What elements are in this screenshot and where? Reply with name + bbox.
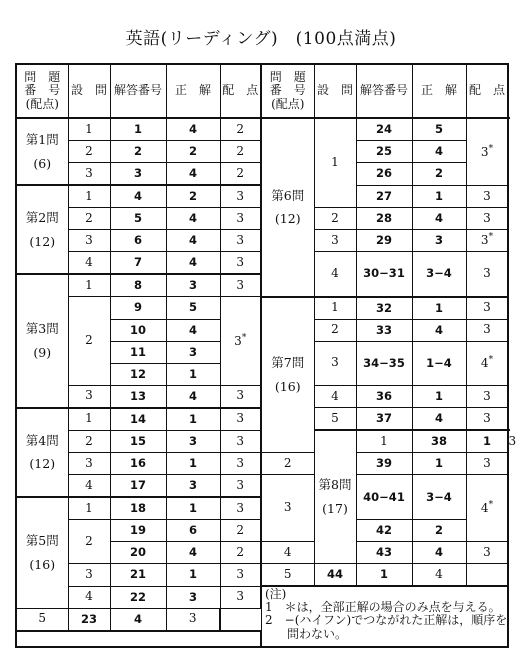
correct-cell: 1 [466,430,508,453]
header-section-r-l2: 番 号 [269,83,306,98]
question-cell: 4 [68,252,110,275]
points-cell: 3 [220,185,261,208]
correct-cell: 1 [412,453,466,475]
question-cell: 3 [68,385,110,408]
header-correct: 正 解 [166,64,220,118]
answer-no-cell: 15 [110,430,166,453]
section-cell [314,430,356,564]
correct-cell: 1 [412,185,466,208]
section-cell [261,297,314,453]
section-cell [16,408,68,498]
all-correct-mark: * [488,143,494,154]
correct-cell: 4 [166,542,220,564]
table-row [16,297,508,320]
header-section [16,64,68,118]
question-cell: 3 [68,230,110,252]
question-cell: 1 [68,118,110,141]
header-section-l2: 番 号 [24,83,61,98]
answer-no-cell: 7 [110,252,166,275]
correct-cell: 3 [166,586,220,608]
answer-no-cell: 1 [110,118,166,141]
correct-cell: 1 [166,453,220,475]
points-cell: 2 [220,118,261,141]
question-cell: 1 [68,274,110,297]
question-cell: 1 [68,185,110,208]
question-cell: 2 [314,319,356,341]
answer-no-cell: 2 [110,141,166,163]
answer-no-cell: 40−41 [356,475,412,520]
answer-no-cell: 19 [110,520,166,542]
section-alloc: (9) [33,344,52,360]
header-row [16,64,508,118]
question-cell: 5 [261,564,314,587]
answer-no-cell: 34−35 [356,341,412,385]
table-row [16,453,508,475]
points-cell: 3 [220,497,261,520]
answer-no-cell: 27 [356,185,412,208]
question-cell: 1 [68,408,110,431]
points-cell: 3 [466,208,508,230]
question-cell: 2 [68,520,110,564]
answer-no-cell: 21 [110,564,166,587]
answer-no-cell: 12 [110,363,166,385]
correct-cell: 4 [412,319,466,341]
question-cell: 2 [68,141,110,163]
correct-cell: 5 [412,118,466,141]
correct-cell: 3 [166,475,220,498]
correct-cell: 4 [166,252,220,275]
correct-cell: 1 [166,497,220,520]
correct-cell: 1 [166,564,220,587]
points-cell: 3 [220,252,261,275]
header-points: 配 点 [220,64,261,118]
correct-cell: 2 [412,163,466,186]
answer-no-cell: 43 [356,542,412,564]
correct-cell: 6 [166,520,220,542]
notes-line-1: 1 ＊は，全部正解の場合のみ点を与える。 [265,600,501,615]
correct-cell: 5 [166,297,220,320]
points-cell: 3 [166,608,220,631]
points-cell: 3 [466,453,508,475]
correct-cell: 4 [166,208,220,230]
points-cell: 3 [220,230,261,252]
correct-cell: 4 [166,319,220,341]
question-cell: 4 [68,475,110,498]
answer-no-cell: 14 [110,408,166,431]
question-cell: 3 [68,163,110,186]
blank-footer-cell [16,631,261,647]
table-row [16,118,508,141]
answer-no-cell: 18 [110,497,166,520]
section-name: 第1問 [25,131,59,147]
all-correct-mark: * [488,232,494,243]
answer-no-cell: 38 [412,430,466,453]
answer-no-cell: 22 [110,586,166,608]
correct-cell: 1 [166,363,220,385]
question-cell: 5 [314,408,356,431]
notes-heading: (注) [265,587,287,601]
correct-cell: 4 [166,230,220,252]
answer-no-cell: 28 [356,208,412,230]
section-alloc: (12) [29,456,56,472]
correct-cell: 3−4 [412,475,466,520]
points-cell: 4 [412,564,466,587]
correct-cell: 3 [166,274,220,297]
question-cell: 3 [68,564,110,587]
section-cell [16,118,68,185]
section-alloc: (16) [274,378,301,394]
question-cell: 4 [261,542,314,564]
question-cell: 3 [314,230,356,252]
points-cell: 3 [220,564,261,587]
question-cell: 2 [261,453,314,475]
question-cell: 1 [68,497,110,520]
section-name: 第7問 [271,355,305,370]
question-cell: 1 [314,118,356,208]
section-alloc: (17) [322,501,348,516]
correct-cell: 4 [412,141,466,163]
answer-no-cell: 23 [68,608,110,631]
section-name: 第4問 [25,432,59,448]
section-cell [16,274,68,408]
answer-no-cell: 10 [110,319,166,341]
notes-line-2: 2 −(ハイフン)でつながれた正解は，順序を [265,613,508,628]
header-section-l1: 問 題 [24,70,61,85]
points-cell: 4* [466,475,508,542]
points-cell: 3* [466,118,508,185]
section-alloc: (16) [29,556,56,572]
question-cell: 3 [261,475,314,542]
answer-no-cell: 11 [110,341,166,363]
all-correct-mark: * [488,354,494,365]
question-cell: 4 [314,385,356,408]
points-cell: 3 [220,408,261,431]
question-cell: 1 [356,430,412,453]
header-answer-no: 解答番号 [110,64,166,118]
table-row [16,586,508,608]
points-cell: 2 [220,542,261,564]
section-alloc: (12) [29,233,56,249]
question-cell: 4 [68,586,110,608]
points-cell: 3* [466,230,508,252]
question-cell: 3 [68,453,110,475]
answer-no-cell: 8 [110,274,166,297]
answer-key-table [15,63,517,648]
section-name: 第6問 [271,187,305,203]
answer-no-cell: 24 [356,118,412,141]
correct-cell: 2 [412,520,466,542]
correct-cell: 2 [166,141,220,163]
answer-no-cell: 44 [314,564,356,587]
section-cell [16,185,68,274]
points-cell: 3 [466,185,508,208]
correct-cell: 3 [412,230,466,252]
points-cell: 3 [466,408,508,431]
correct-cell: 4 [412,408,466,431]
question-cell: 2 [314,208,356,230]
all-correct-mark: * [241,332,247,343]
notes-line-3: 問わない。 [287,626,348,641]
page-title: 英語(リーディング) (100点満点) [125,29,397,49]
points-cell: 2 [220,520,261,542]
answer-no-cell: 3 [110,163,166,186]
points-cell: 2 [220,141,261,163]
section-name: 第2問 [25,209,59,225]
question-cell: 2 [68,430,110,453]
points-cell: 3 [220,453,261,475]
question-cell: 3 [314,341,356,385]
correct-cell: 3−4 [412,252,466,297]
header-answer-no-r: 解答番号 [356,64,412,118]
section-alloc: (6) [33,155,52,171]
answer-no-cell: 29 [356,230,412,252]
answer-no-cell: 25 [356,141,412,163]
answer-no-cell: 13 [110,385,166,408]
points-cell: 2 [220,163,261,186]
section-alloc: (12) [274,211,301,227]
header-section-r-l3: (配点) [271,96,305,111]
correct-cell: 4 [166,385,220,408]
answer-no-cell: 17 [110,475,166,498]
correct-cell: 4 [412,208,466,230]
header-question-r: 設 問 [314,64,356,118]
answer-no-cell: 26 [356,163,412,186]
correct-cell: 4 [110,608,166,631]
section-cell [261,118,314,297]
section-cell [16,497,68,608]
answer-no-cell: 32 [356,297,412,320]
table-row [16,564,508,587]
points-cell: 3 [220,475,261,498]
answer-no-cell: 5 [110,208,166,230]
table-row [16,475,508,498]
points-cell: 3 [466,252,508,297]
points-cell: 3 [220,586,261,608]
question-cell: 2 [68,297,110,386]
all-correct-mark: * [488,499,494,510]
correct-cell: 4 [166,163,220,186]
correct-cell: 3 [166,430,220,453]
answer-no-cell: 36 [356,385,412,408]
correct-cell: 4 [166,118,220,141]
answer-no-cell: 42 [356,520,412,542]
notes-cell [261,586,508,647]
section-name: 第8問 [318,477,352,493]
points-cell: 3 [220,208,261,230]
header-section-r-l1: 問 題 [269,70,306,85]
correct-cell: 2 [166,185,220,208]
points-cell: 3 [220,430,261,453]
section-name: 第5問 [25,533,59,548]
correct-cell: 1 [356,564,412,587]
answer-no-cell: 20 [110,542,166,564]
answer-no-cell: 16 [110,453,166,475]
header-correct-r: 正 解 [412,64,466,118]
points-cell: 4* [466,341,508,385]
question-cell: 4 [314,252,356,297]
question-cell: 2 [68,208,110,230]
points-cell: 3 [466,319,508,341]
points-cell: 3* [220,297,261,386]
correct-cell: 1 [166,408,220,431]
answer-no-cell: 4 [110,185,166,208]
correct-cell: 1 [412,385,466,408]
points-cell: 3 [220,274,261,297]
correct-cell: 1 [412,297,466,320]
header-points-r: 配 点 [466,64,508,118]
table-row: 2 15 3 3 第8問 (17) 1 38 1 3 [16,430,508,453]
section-name: 第3問 [25,321,59,336]
answer-no-cell: 9 [110,297,166,320]
header-section-l3: (配点) [25,96,59,111]
points-cell: 3 [466,297,508,320]
answer-no-cell: 39 [356,453,412,475]
answer-no-cell: 6 [110,230,166,252]
answer-no-cell: 30−31 [356,252,412,297]
question-cell: 1 [314,297,356,320]
question-cell: 5 [16,608,68,631]
correct-cell: 4 [412,542,466,564]
header-question: 設 問 [68,64,110,118]
answer-no-cell: 33 [356,319,412,341]
points-cell: 3 [466,542,508,564]
points-cell: 3 [466,385,508,408]
points-cell: 3 [220,385,261,408]
answer-no-cell: 37 [356,408,412,431]
header-section-r [261,64,314,118]
correct-cell: 3 [166,341,220,363]
correct-cell: 1−4 [412,341,466,385]
